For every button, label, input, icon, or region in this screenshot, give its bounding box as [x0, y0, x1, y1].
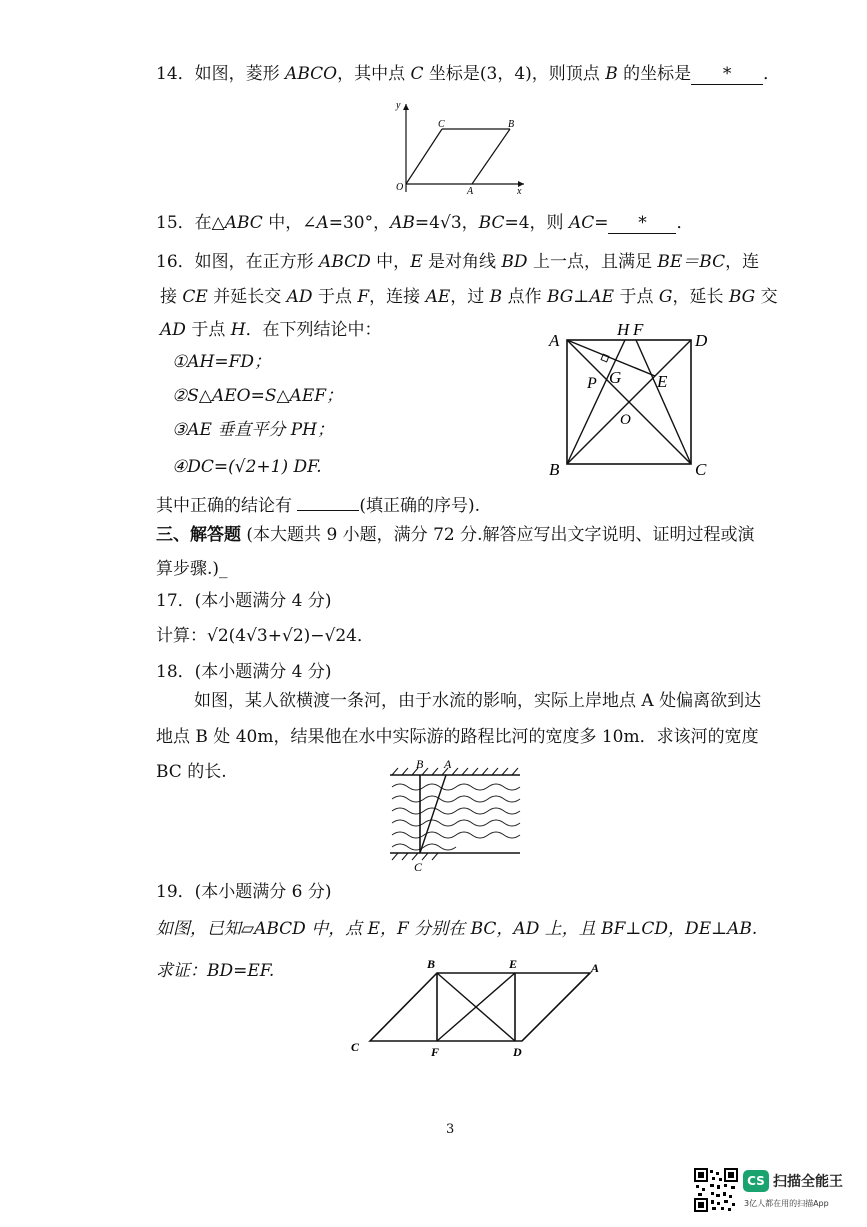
q14-figure — [380, 96, 530, 196]
q16-line-2: 接 CE 并延长交 AD 于点 F，连接 AE，过 B 点作 BG⊥AE 于点 G，延长 BG 交 — [160, 287, 778, 307]
qr-code-icon — [694, 1168, 738, 1212]
q16-label-b: B — [549, 460, 560, 479]
q18-label-a: A — [444, 757, 452, 771]
q19-label-f: F — [431, 1045, 440, 1059]
q15-text: 15．在△ABC 中，∠A=30°，AB=4√3，BC=4，则 AC= * ． — [156, 213, 694, 233]
q14-label-x: x — [517, 186, 522, 196]
q16-conclusion-3: ③AE 垂直平分 PH； — [172, 420, 334, 440]
q16-label-c: C — [695, 460, 707, 479]
camscanner-logo-icon: CS — [743, 1170, 769, 1192]
q16-label-f: F — [633, 320, 644, 339]
scanner-tagline: 3亿人都在用的扫描App — [744, 1199, 829, 1208]
q16-label-a: A — [549, 331, 560, 350]
q14-text: 14．如图，菱形 ABCO，其中点 C 坐标是(3，4)，则顶点 B 的坐标是 * ． — [156, 64, 781, 84]
q19-figure — [345, 953, 610, 1063]
q19-label-a: A — [591, 961, 600, 975]
q14-label-b: B — [508, 119, 515, 130]
q16-label-d: D — [695, 331, 708, 350]
q14-answer-blank: * — [691, 64, 763, 85]
q16-conclusion-1: ①AH=FD； — [172, 352, 272, 372]
q16-answer-blank — [297, 510, 359, 511]
q19-label-c: C — [351, 1040, 360, 1054]
q14-label-y: y — [396, 100, 401, 111]
q16-label-h: H — [617, 320, 630, 339]
scanner-app-name: 扫描全能王 — [773, 1174, 843, 1190]
q16-label-o: O — [620, 412, 631, 428]
q19-label-d: D — [513, 1045, 522, 1059]
q16-figure — [545, 318, 715, 483]
q14-label-o: O — [396, 182, 404, 193]
q14-label-a: A — [467, 186, 474, 196]
q18-line-3: BC 的长. — [156, 762, 227, 782]
q18-line-1: 如图，某人欲横渡一条河，由于水流的影响，实际上岸地点 A 处偏离欲到达 — [194, 691, 762, 711]
section3-desc-2: 算步骤.)_ — [156, 559, 228, 579]
q16-conclusion-4: ④DC=(√2+1) DF. — [172, 457, 322, 477]
q16-conclusion-2: ②S△AEO=S△AEF； — [172, 386, 344, 406]
q16-question: 其中正确的结论有 (填正确的序号). — [156, 496, 481, 516]
q18-label-b: B — [416, 757, 424, 771]
page-number: 3 — [446, 1122, 455, 1137]
q19-line-2: 求证：BD=EF. — [156, 961, 275, 981]
q16-line-3: AD 于点 H．在下列结论中： — [160, 320, 382, 340]
q19-line-1: 如图，已知▱ABCD 中，点 E，F 分别在 BC，AD 上，且 BF⊥CD，DE⊥AB. — [156, 919, 758, 939]
q18-label-c: C — [414, 860, 423, 874]
q18-figure — [380, 755, 530, 875]
q16-label-e: E — [657, 372, 668, 391]
section3-title: 三、解答题 — [156, 525, 241, 545]
section3-header: 三、解答题 (本大题共 9 小题，满分 72 分.解答应写出文字说明、证明过程或演 — [156, 525, 755, 545]
q16-label-p: P — [587, 375, 597, 392]
q16-line-1: 16．如图，在正方形 ABCD 中，E 是对角线 BD 上一点，且满足 BE＝BC，连 — [156, 252, 760, 272]
q18-head: 18．(本小题满分 4 分) — [156, 662, 332, 682]
q18-line-2: 地点 B 处 40m，结果他在水中实际游的路程比河的宽度多 10m．求该河的宽度 — [156, 727, 759, 747]
q19-label-b: B — [427, 957, 436, 971]
q17-body: 计算：√2(4√3+√2)−√24． — [156, 626, 374, 646]
q17-head: 17．(本小题满分 4 分) — [156, 591, 332, 611]
q16-label-g: G — [609, 368, 622, 387]
q15-answer-blank: * — [608, 213, 676, 234]
q19-label-e: E — [509, 957, 518, 971]
q14-label-c: C — [438, 119, 445, 130]
q19-head: 19．(本小题满分 6 分) — [156, 882, 332, 902]
